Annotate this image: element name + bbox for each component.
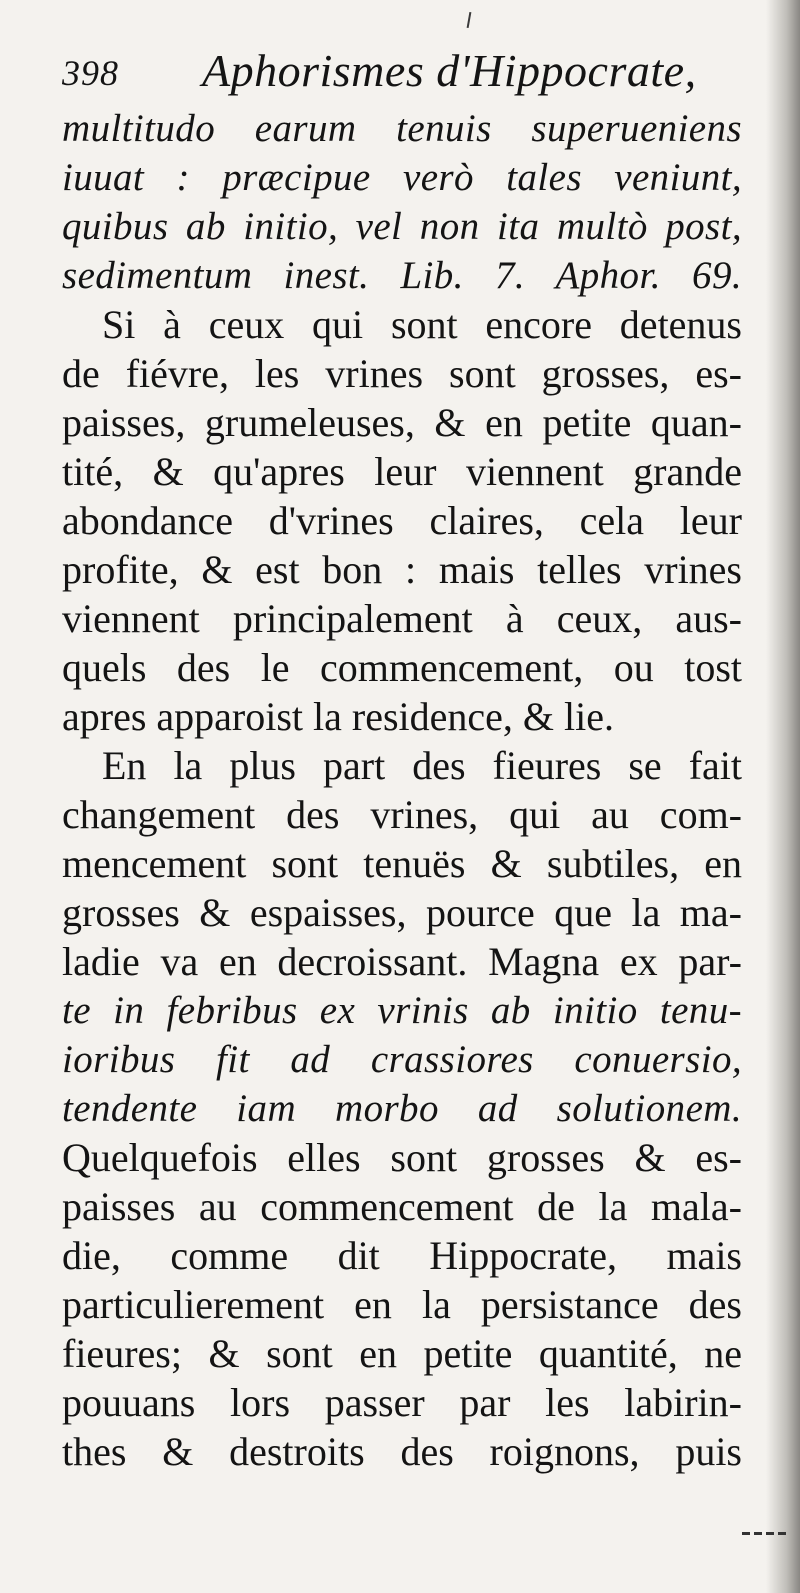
text-line: paisses, grumeleuses, & en petite quan- bbox=[62, 400, 742, 445]
printer-mark bbox=[467, 12, 472, 28]
text-line: tité, & qu'apres leur viennent grande bbox=[62, 449, 742, 494]
text-line: particulierement en la persistance des bbox=[62, 1282, 742, 1327]
text-line: die, comme dit Hippocrate, mais bbox=[62, 1233, 742, 1278]
text-line: quibus ab initio, vel non ita multò post, bbox=[62, 205, 742, 248]
text-line: abondance d'vrines claires, cela leur bbox=[62, 498, 742, 543]
text-line: Quelquefois elles sont grosses & es- bbox=[62, 1135, 742, 1180]
text-line: En la plus part des fieures se fait bbox=[102, 743, 742, 788]
margin-mark bbox=[742, 1532, 788, 1535]
text-line: sedimentum inest. Lib. 7. Aphor. 69. bbox=[62, 254, 742, 297]
text-line: changement des vrines, qui au com- bbox=[62, 792, 742, 837]
text-line: tendente iam morbo ad solutionem. bbox=[62, 1087, 742, 1130]
page-header bbox=[62, 44, 742, 98]
text-line: paisses au commencement de la mala- bbox=[62, 1184, 742, 1229]
text-line: te in febribus ex vrinis ab initio tenu- bbox=[62, 989, 742, 1032]
text-line: fieures; & sont en petite quantité, ne bbox=[62, 1331, 742, 1376]
text-line: pouuans lors passer par les labirin- bbox=[62, 1380, 742, 1425]
text-line: profite, & est bon : mais telles vrines bbox=[62, 547, 742, 592]
text-line: multitudo earum tenuis superueniens bbox=[62, 107, 742, 150]
text-line: mencement sont tenuës & subtiles, en bbox=[62, 841, 742, 886]
text-line: ladie va en decroissant. Magna ex par- bbox=[62, 939, 742, 984]
page-edge-shadow bbox=[766, 0, 800, 1593]
text-line: de fiévre, les vrines sont grosses, es- bbox=[62, 351, 742, 396]
text-line: quels des le commencement, ou tost bbox=[62, 645, 742, 690]
text-line: thes & destroits des roignons, puis bbox=[62, 1429, 742, 1474]
running-title: Aphorismes d'Hippocrate, bbox=[202, 45, 697, 96]
text-line: Si à ceux qui sont encore detenus bbox=[102, 302, 742, 347]
text-line: grosses & espaisses, pource que la ma- bbox=[62, 890, 742, 935]
body-text bbox=[62, 104, 742, 1476]
page-number: 398 bbox=[62, 53, 119, 93]
text-line: viennent principalement à ceux, aus- bbox=[62, 596, 742, 641]
text-line: apres apparoist la residence, & lie. bbox=[62, 694, 614, 739]
text-line: iuuat : præcipue verò tales veniunt, bbox=[62, 156, 742, 199]
text-line: ioribus fit ad crassiores conuersio, bbox=[62, 1038, 742, 1081]
